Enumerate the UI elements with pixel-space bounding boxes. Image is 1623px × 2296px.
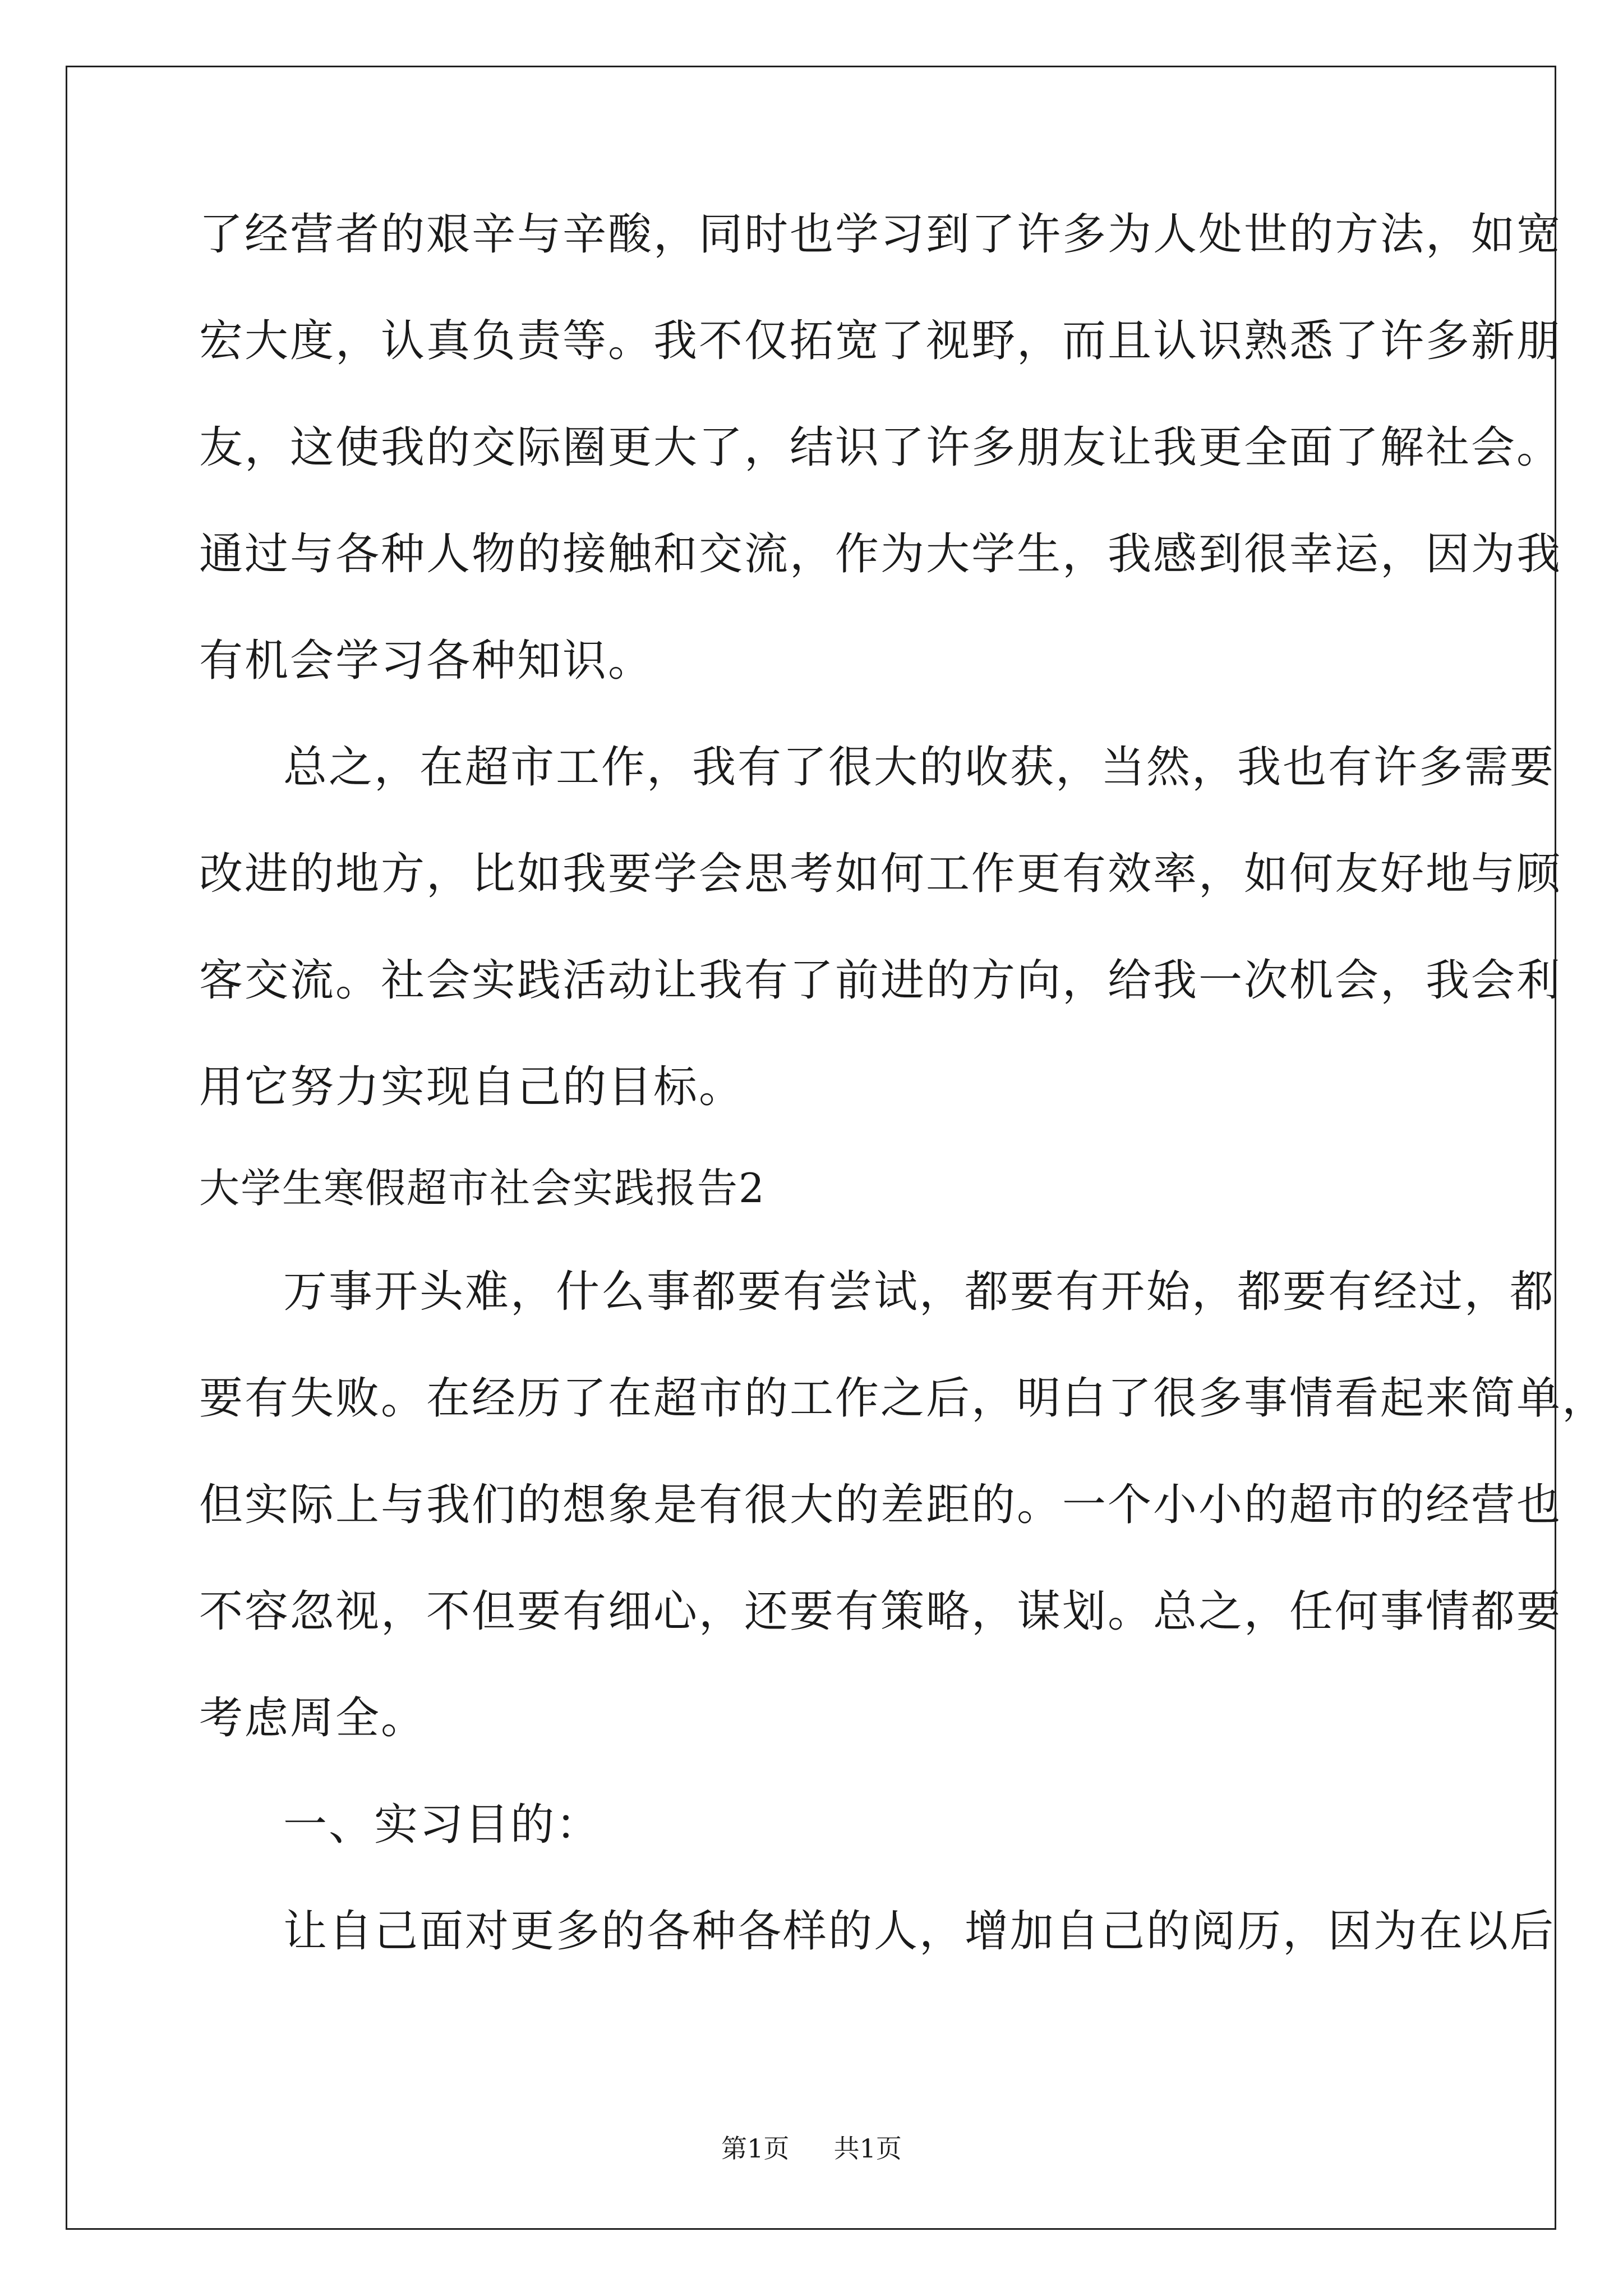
paragraph-line: 友，这使我的交际圈更大了，结识了许多朋友让我更全面了解社会。 — [199, 422, 1562, 473]
paragraph-line: 改进的地方，比如我要学会思考如何工作更有效率，如何友好地与顾 — [199, 849, 1562, 899]
paragraph-line: 宏大度，认真负责等。我不仅拓宽了视野，而且认识熟悉了许多新朋 — [199, 316, 1562, 366]
page-number: 第1页 — [721, 2133, 790, 2164]
paragraph-line: 有机会学习各种知识。 — [199, 636, 654, 686]
section-heading: 大学生寒假超市社会实践报告2 — [199, 1165, 766, 1212]
paragraph-line: 总之，在超市工作，我有了很大的收获，当然，我也有许多需要 — [283, 742, 1556, 793]
paragraph-line: 要有失败。在经历了在超市的工作之后，明白了很多事情看起来简单， — [199, 1373, 1608, 1424]
paragraph-line: 万事开头难，什么事都要有尝试，都要有开始，都要有经过，都 — [283, 1267, 1556, 1317]
paragraph-line: 但实际上与我们的想象是有很大的差距的。一个小小的超市的经营也 — [199, 1480, 1562, 1530]
paragraph-line: 用它努力实现自己的目标。 — [199, 1062, 745, 1112]
paragraph-line: 让自己面对更多的各种各样的人，增加自己的阅历，因为在以后 — [283, 1906, 1556, 1957]
paragraph-line: 客交流。社会实践活动让我有了前进的方向，给我一次机会，我会利 — [199, 955, 1562, 1006]
paragraph-line: 通过与各种人物的接触和交流，作为大学生，我感到很幸运，因为我 — [199, 529, 1562, 579]
paragraph-line: 了经营者的艰辛与辛酸，同时也学习到了许多为人处世的方法，如宽 — [199, 209, 1562, 260]
paragraph-line: 不容忽视，不但要有细心，还要有策略，谋划。总之，任何事情都要 — [199, 1586, 1562, 1637]
page-footer — [0, 2132, 1623, 2165]
page-total: 共1页 — [833, 2133, 902, 2164]
paragraph-line: 考虑周全。 — [199, 1693, 427, 1743]
subheading-line: 一、实习目的： — [283, 1800, 602, 1850]
